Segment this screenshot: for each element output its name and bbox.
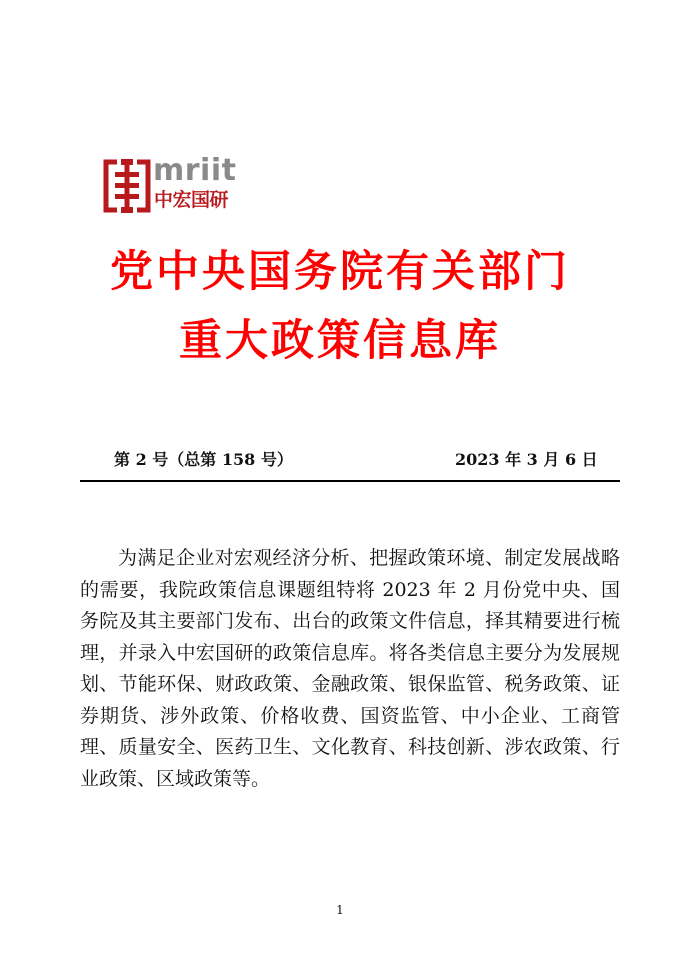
page-number: 1 bbox=[336, 903, 344, 917]
document-title-line-1: 党中央国务院有关部门 bbox=[110, 247, 570, 297]
header-divider bbox=[80, 480, 620, 482]
mriit-logo-icon bbox=[103, 159, 151, 213]
issue-number: 第 2 号（总第 158 号） bbox=[114, 450, 293, 469]
document-title-line-2: 重大政策信息库 bbox=[179, 316, 501, 366]
logo bbox=[103, 153, 243, 213]
logo-text-cn: 中宏国研 bbox=[154, 189, 229, 211]
intro-paragraph: 为满足企业对宏观经济分析、把握政策环境、制定发展战略的需要，我院政策信息课题组特将 2023 年 2 月份党中央、国务院及其主要部门发布、出台的政策文件信息，择其精要进行梳理，并录入中宏国研的政策信息库。将各类信息主要分为发展规划、节能环保、财政政策、金融政策、银保监管、税务政策、证券期货、涉外政策、价格收费、国资监管、中小企业、工商管理、质量安全、医药卫生、文化教育、科技创新、涉农政策、行业政策、区域政策等。 bbox=[80, 547, 620, 790]
issue-date: 2023 年 3 月 6 日 bbox=[455, 450, 598, 469]
logo-text-en: mriit bbox=[153, 153, 237, 188]
